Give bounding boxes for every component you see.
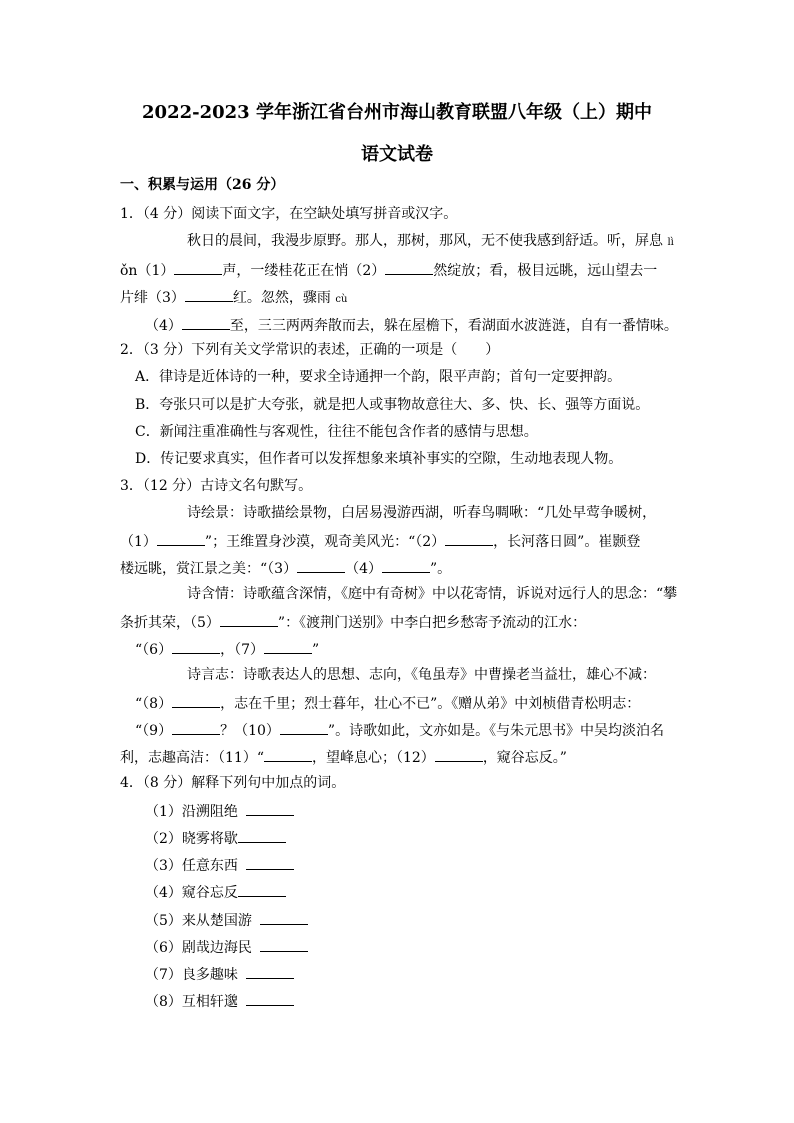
answer-blank[interactable]	[220, 612, 278, 627]
q3-text-line	[120, 558, 451, 578]
answer-blank[interactable]	[260, 910, 308, 925]
q3-text: ，志在千里；烈士暮年，壮心不已”。《赠从弟》中刘桢借青松明志：	[220, 696, 641, 712]
q1-text: 片绯（3）	[120, 290, 185, 306]
answer-blank[interactable]	[260, 937, 308, 952]
q3-text: ，望峰息心；（12）	[311, 750, 435, 766]
q1-text-line4	[145, 315, 678, 335]
q3-text: “（8）	[135, 696, 173, 712]
q3-text: “（6）	[135, 642, 173, 658]
q3-text-line	[135, 639, 319, 659]
q3-text-line	[135, 693, 640, 713]
q4-item-text: （8）互相轩邈	[145, 994, 238, 1010]
q1-text: 至，三三两两奔散而去，躲在屋檐下，看湖面水波涟涟，自有一番情味。	[229, 318, 678, 334]
answer-blank[interactable]	[246, 964, 294, 979]
answer-blank[interactable]	[172, 693, 220, 708]
q3-text: “（9）	[135, 723, 173, 739]
answer-blank[interactable]	[382, 558, 430, 573]
q3-text: ”：《渡荆门送别》中李白把乡愁寄予流动的江水：	[277, 615, 587, 631]
q1-text-line3	[120, 287, 347, 309]
q3-text: ”。诗歌如此，文亦如是。《与朱元思书》中吴均淡泊名	[327, 723, 665, 739]
q1-text: 红。忽然，骤雨	[232, 290, 331, 306]
q1-text-line1	[187, 232, 674, 252]
q3-text: 诗绘景：诗歌描绘景物，白居易漫游西湖，听春鸟啁啾：“几处早莺争暖树，	[187, 505, 657, 521]
answer-blank[interactable]	[246, 991, 294, 1006]
q1-heading: 1．（4 分）阅读下面文字，在空缺处填写拼音或汉字。	[120, 206, 458, 222]
q3-text: ”；王维置身沙漠，观奇美风光：“（2）	[204, 534, 446, 550]
page-subtitle: 语文试卷	[361, 144, 433, 165]
answer-blank[interactable]	[238, 828, 286, 843]
q4-item-text: （4）窥谷忘反	[145, 885, 238, 901]
pinyin-hint: lì	[667, 237, 674, 248]
q3-text: ，窥谷忘反。”	[482, 750, 567, 766]
answer-blank[interactable]	[238, 882, 286, 897]
q4-item-text: （1）沿溯阻绝	[145, 804, 238, 820]
answer-blank[interactable]	[264, 639, 312, 654]
q3-text-line	[135, 720, 664, 740]
answer-blank[interactable]	[172, 720, 220, 735]
q3-text: ？（10）	[220, 723, 280, 739]
pinyin-hint: cù	[335, 294, 348, 305]
q3-text: ”	[312, 642, 320, 658]
q3-text-line	[120, 747, 567, 767]
answer-blank[interactable]	[174, 260, 222, 275]
answer-blank[interactable]	[297, 558, 345, 573]
answer-blank[interactable]	[182, 315, 230, 330]
q1-text: 声，一缕桂花正在悄（2）	[222, 263, 386, 279]
answer-blank[interactable]	[246, 855, 294, 870]
answer-blank[interactable]	[172, 639, 220, 654]
q4-item-text: （6）剧哉边海民	[145, 940, 252, 956]
q4-item	[145, 937, 308, 957]
q3-text: 诗言志：诗歌表达人的思想、志向，《龟虽寿》中曹操老当益壮，雄心不减：	[187, 667, 656, 683]
q1-text: 然绽放；看，极目远眺，远山望去一	[433, 263, 658, 279]
option-c[interactable]: C．新闻注重准确性与客观性，往往不能包含作者的感情与思想。	[135, 424, 538, 440]
q4-item	[145, 855, 294, 875]
q1-text: （4）	[145, 318, 182, 334]
q3-text-line	[120, 531, 640, 551]
q4-item	[145, 910, 308, 930]
q1-text: ǒn（1）	[120, 263, 175, 279]
q3-text: （4）	[345, 561, 382, 577]
answer-blank[interactable]	[280, 720, 328, 735]
q4-heading: 4．（8 分）解释下列句中加点的词。	[120, 775, 346, 791]
q4-item	[145, 991, 294, 1011]
answer-blank[interactable]	[264, 747, 312, 762]
q3-text: 条折其荣，（5）	[120, 615, 220, 631]
q4-item-text: （2）晓雾将歇	[145, 831, 238, 847]
q4-item	[145, 801, 294, 821]
q4-item	[145, 964, 294, 984]
answer-blank[interactable]	[157, 531, 205, 546]
option-a[interactable]: A．律诗是近体诗的一种，要求全诗通押一个韵，限平声韵；首句一定要押韵。	[135, 369, 622, 385]
section-heading: 一、积累与运用（26 分）	[120, 177, 285, 193]
q4-item	[145, 828, 286, 848]
q3-text: ，（7）	[220, 642, 264, 658]
q3-text: （1）	[120, 534, 157, 550]
q3-heading: 3．（12 分）古诗文名句默写。	[120, 478, 313, 494]
page-title: 2022-2023 学年浙江省台州市海山教育联盟八年级（上）期中	[142, 102, 652, 123]
answer-blank[interactable]	[246, 801, 294, 816]
q1-text: 秋日的晨间，我漫步原野。那人，那树，那风，无不使我感到舒适。听，屏息	[187, 233, 663, 249]
q4-item	[145, 882, 286, 902]
q3-text: ”。	[430, 561, 452, 577]
q2-heading: 2．（3 分）下列有关文学常识的表述，正确的一项是（ ）	[120, 342, 500, 358]
q3-text: ，长河落日圆”。崔颢登	[493, 534, 641, 550]
answer-blank[interactable]	[435, 747, 483, 762]
q4-item-text: （5）来从楚国游	[145, 913, 252, 929]
q4-item-text: （3）任意东西	[145, 858, 238, 874]
q1-text-line2	[120, 260, 657, 280]
answer-blank[interactable]	[445, 531, 493, 546]
option-d[interactable]: D．传记要求真实，但作者可以发挥想象来填补事实的空隙，生动地表现人物。	[135, 451, 623, 467]
answer-blank[interactable]	[185, 287, 233, 302]
q3-text-line	[120, 612, 586, 632]
q4-item-text: （7）良多趣味	[145, 967, 238, 983]
q3-text: 诗含情：诗歌蕴含深情，《庭中有奇树》中以花寄情，诉说对远行人的思念：“攀	[187, 586, 678, 602]
answer-blank[interactable]	[385, 260, 433, 275]
q3-text: 利，志趣高洁：（11）“	[120, 750, 264, 766]
option-b[interactable]: B．夸张只可以是扩大夸张，就是把人或事物故意往大、多、快、长、强等方面说。	[135, 397, 650, 413]
q3-text: 楼远眺，赏江景之美：“（3）	[120, 561, 298, 577]
